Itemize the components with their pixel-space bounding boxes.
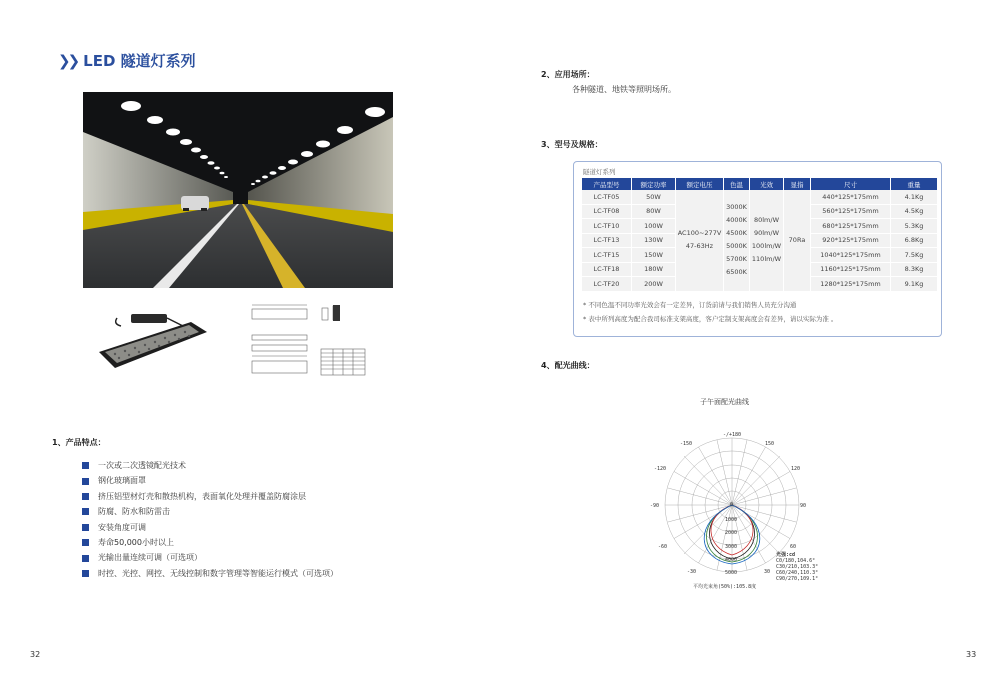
list-item: 寿命50,000小时以上 (82, 535, 338, 550)
angle-label: 30 (764, 569, 771, 575)
model-cell: LC-TF20 (582, 277, 632, 292)
angle-label: 150 (765, 441, 775, 447)
angle-label: -120 (654, 466, 667, 472)
model-cell: LC-TF13 (582, 233, 632, 248)
specs-heading: 3、型号及规格： (541, 140, 603, 149)
spec-note: * 不同色温不同功率光效会有一定差异，订货前请与我们销售人员充分沟通 (583, 301, 797, 309)
weight-cell: 9.1Kg (891, 277, 938, 292)
size-cell: 920*125*175mm (811, 233, 891, 248)
power-cell: 50W (632, 190, 676, 204)
column-header: 光效 (750, 178, 784, 190)
angle-label: 90 (800, 503, 807, 509)
size-cell: 560*125*175mm (811, 204, 891, 219)
column-header: 产品型号 (582, 178, 632, 190)
angle-label: -30 (687, 569, 697, 575)
legend-item: C30/210,103.3° (776, 564, 819, 570)
radial-label: 5000 (725, 570, 738, 576)
size-cell: 1040*125*175mm (811, 248, 891, 263)
column-header: 额定电压 (676, 178, 724, 190)
column-header: 尺寸 (811, 178, 891, 190)
size-cell: 1160*125*175mm (811, 262, 891, 277)
polar-chart-title: 子午面配光曲线 (700, 398, 749, 406)
list-item: 挤压铝型材灯壳和散热机构，表面氧化处理并覆盖防腐涂层 (82, 489, 338, 504)
features-heading: 1、产品特点： (52, 438, 106, 447)
size-cell: 680*125*175mm (811, 219, 891, 234)
page-number-right: 33 (966, 650, 977, 659)
bullet-square-icon (82, 539, 89, 546)
model-cell: LC-TF10 (582, 219, 632, 234)
list-item: 时控、光控、网控、无线控制和数字管理等智能运行模式（可选项） (82, 566, 338, 581)
list-item: 光输出量连续可调（可选项） (82, 550, 338, 565)
voltage-cell: AC100~277V 47-63Hz (676, 190, 724, 291)
spec-table-caption: 隧道灯系列 (583, 168, 616, 176)
angle-label: 120 (791, 466, 801, 472)
size-cell: 1280*125*175mm (811, 277, 891, 292)
bullet-square-icon (82, 508, 89, 515)
power-cell: 200W (632, 277, 676, 292)
bullet-square-icon (82, 462, 89, 469)
double-chevron-icon: ❯❯ (58, 52, 78, 70)
weight-cell: 8.3Kg (891, 262, 938, 277)
beam-angle-footer: 平均光束角(50%):105.8度 (693, 584, 757, 590)
power-cell: 130W (632, 233, 676, 248)
power-cell: 80W (632, 204, 676, 219)
bullet-square-icon (82, 524, 89, 531)
application-heading: 2、应用场所： (541, 70, 595, 79)
page-title (58, 50, 196, 71)
color-temp-cell: 3000K 4000K 4500K 5000K 5700K 6500K (724, 190, 750, 291)
radial-label: 1000 (725, 517, 738, 523)
list-item: 钢化玻璃面罩 (82, 473, 338, 488)
legend-title: 光强:cd (776, 552, 796, 558)
size-cell: 440*125*175mm (811, 190, 891, 204)
model-cell: LC-TF08 (582, 204, 632, 219)
angle-label: -90 (650, 503, 660, 509)
cri-cell: 70Ra (784, 190, 811, 291)
table-row (582, 190, 938, 204)
radial-label: 4000 (725, 557, 738, 563)
column-header: 显指 (784, 178, 811, 190)
angle-label: 0 (730, 502, 734, 508)
tunnel-photo (83, 92, 393, 288)
weight-cell: 5.3Kg (891, 219, 938, 234)
weight-cell: 4.1Kg (891, 190, 938, 204)
column-header: 重量 (891, 178, 938, 190)
bullet-square-icon (82, 555, 89, 562)
list-item: 防腐、防水和防雷击 (82, 504, 338, 519)
legend-item: C0/180,104.6° (776, 558, 816, 564)
polar-heading: 4、配光曲线： (541, 361, 595, 370)
spec-table (582, 178, 938, 292)
angle-label: 60 (790, 544, 797, 550)
application-text: 各种隧道、地铁等照明场所。 (572, 85, 676, 94)
radial-label: 3000 (725, 544, 738, 550)
power-cell: 180W (632, 262, 676, 277)
page-number-left: 32 (30, 650, 41, 659)
angle-label: -/+180 (723, 432, 742, 438)
model-cell: LC-TF18 (582, 262, 632, 277)
features-list (82, 458, 338, 581)
angle-label: -60 (658, 544, 668, 550)
technical-drawing (247, 301, 367, 379)
legend-item: C90/270,109.1° (776, 576, 819, 582)
weight-cell: 6.8Kg (891, 233, 938, 248)
bullet-square-icon (82, 478, 89, 485)
title-text: LED 隧道灯系列 (83, 52, 196, 70)
weight-cell: 7.5Kg (891, 248, 938, 263)
spec-note: * 表中所列高度为配合我司标准支架高度，客户定制支架高度会有差异，请以实际为准 。 (583, 315, 838, 323)
list-item: 安装角度可调 (82, 520, 338, 535)
column-header: 额定功率 (632, 178, 676, 190)
column-header: 色温 (724, 178, 750, 190)
weight-cell: 4.5Kg (891, 204, 938, 219)
list-item: 一次或二次透镜配光技术 (82, 458, 338, 473)
model-cell: LC-TF15 (582, 248, 632, 263)
radial-label: 2000 (725, 530, 738, 536)
efficacy-cell: 80lm/W 90lm/W 100lm/W 110lm/W (750, 190, 784, 291)
polar-diagram (640, 428, 830, 594)
luminaire-product-image (95, 302, 215, 377)
angle-label: -150 (680, 441, 693, 447)
model-cell: LC-TF05 (582, 190, 632, 204)
bullet-square-icon (82, 493, 89, 500)
legend-item: C60/240,110.3° (776, 570, 819, 576)
power-cell: 150W (632, 248, 676, 263)
bullet-square-icon (82, 570, 89, 577)
power-cell: 100W (632, 219, 676, 234)
